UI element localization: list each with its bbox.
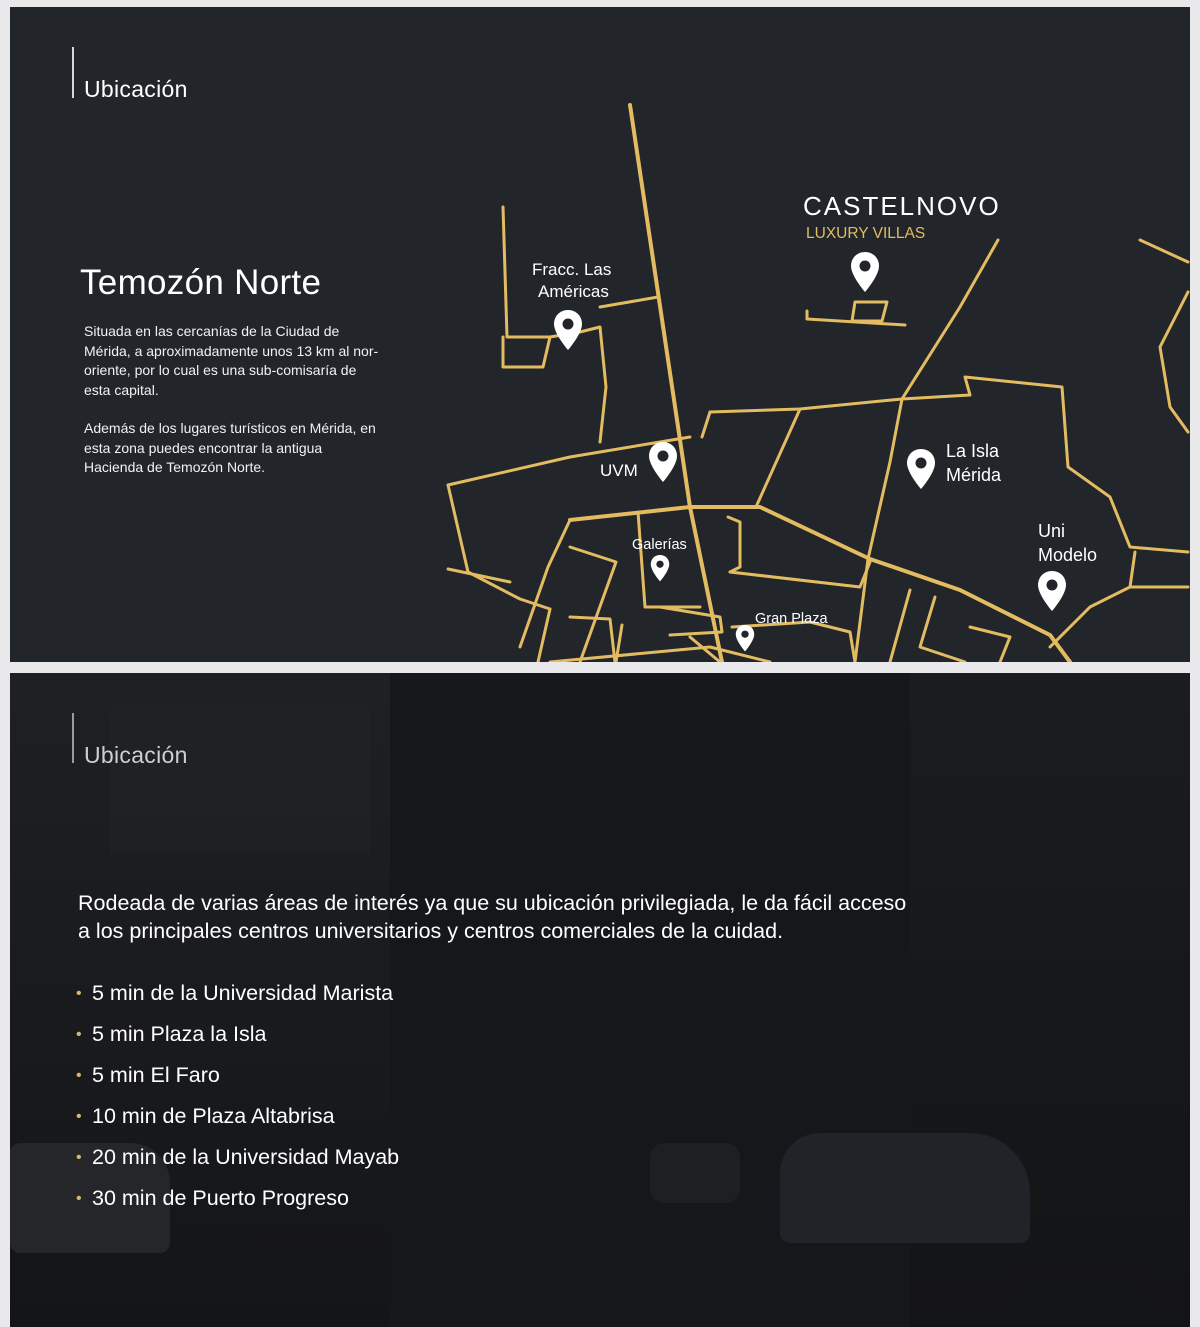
brand-subtitle: LUXURY VILLAS	[806, 225, 926, 242]
map-label-isla-2: Mérida	[946, 465, 1002, 485]
list-item	[72, 973, 399, 1014]
distance-list	[72, 973, 399, 1219]
slide-map	[10, 7, 1190, 662]
map-label-gran-plaza: Gran Plaza	[755, 611, 828, 627]
bullet-icon: •	[76, 1108, 82, 1125]
list-item-label: 5 min de la Universidad Marista	[92, 981, 394, 1005]
road	[448, 485, 550, 609]
list-item	[72, 1137, 399, 1178]
fracc-pin-icon[interactable]	[554, 310, 582, 350]
road	[728, 517, 740, 572]
map-label-uvm: UVM	[600, 461, 638, 480]
list-item-label: 5 min Plaza la Isla	[92, 1022, 267, 1046]
bullet-icon: •	[76, 1190, 82, 1207]
road	[702, 412, 710, 437]
uni-modelo-pin-icon[interactable]	[1038, 571, 1066, 611]
road	[1050, 552, 1135, 647]
road	[970, 627, 1010, 662]
road	[538, 609, 550, 662]
uvm-pin-icon[interactable]	[649, 442, 677, 482]
list-item	[72, 1014, 399, 1055]
list-item	[72, 1055, 399, 1096]
bullet-icon: •	[76, 1067, 82, 1084]
list-item-label: 20 min de la Universidad Mayab	[92, 1145, 400, 1169]
list-item-label: 10 min de Plaza Altabrisa	[92, 1104, 335, 1128]
bullet-icon: •	[76, 1149, 82, 1166]
road	[638, 512, 700, 607]
slide-amenities	[10, 673, 1190, 1327]
road	[855, 399, 902, 662]
map-label-fracc: Fracc. Las	[532, 260, 612, 279]
list-item	[72, 1178, 399, 1219]
road	[730, 562, 870, 587]
road	[890, 590, 910, 662]
section-title: Ubicación	[84, 76, 188, 102]
title-accent-bar	[72, 713, 74, 763]
castelnovo-pin-icon[interactable]	[851, 252, 879, 292]
list-item	[72, 1096, 399, 1137]
road	[570, 507, 1070, 662]
galerias-pin-icon[interactable]	[651, 555, 669, 581]
bullet-icon: •	[76, 1026, 82, 1043]
location-description: Situada en las cercanías de la Ciudad de Mérida, a aproximadamente unos 13 km al nor-oriente, por lo cual es una sub-comisaría de esta capital.	[84, 323, 379, 398]
location-heading: Temozón Norte	[80, 263, 322, 302]
road	[550, 327, 606, 442]
background-window	[110, 703, 370, 853]
road	[756, 409, 800, 507]
map-label-isla: La Isla	[946, 441, 1000, 461]
map-label-fracc-2: Américas	[538, 282, 609, 301]
location-description-2: Además de los lugares turísticos en Mérida, en esta zona puedes encontrar la antigua Hacienda de Temozón Norte.	[84, 420, 376, 475]
map-label-uni-modelo: Uni	[1038, 521, 1066, 541]
road	[920, 597, 965, 662]
intro-text: Rodeada de varias áreas de interés ya que su ubicación privilegiada, le da fácil acceso a los principales centros universitarios y centros comerciales de la cuidad.	[78, 891, 907, 943]
road	[902, 240, 998, 399]
list-item-label: 5 min El Faro	[92, 1063, 220, 1087]
background-car	[780, 1133, 1030, 1243]
location-map	[10, 7, 1190, 662]
section-title: Ubicación	[84, 742, 188, 768]
map-label-galerias: Galerías	[632, 537, 687, 553]
road	[852, 302, 887, 321]
road-network	[448, 105, 1188, 662]
map-label-uni-modelo-2: Modelo	[1038, 545, 1098, 565]
road	[1140, 240, 1188, 262]
list-item-label: 30 min de Puerto Progreso	[92, 1186, 349, 1210]
road	[807, 311, 905, 325]
road	[1160, 292, 1188, 432]
background-car	[650, 1143, 740, 1203]
brand-name: CASTELNOVO	[803, 191, 1001, 221]
road	[448, 569, 510, 582]
gran-plaza-pin-icon[interactable]	[736, 625, 754, 651]
isla-pin-icon[interactable]	[907, 449, 935, 489]
bullet-icon: •	[76, 985, 82, 1002]
road	[570, 547, 616, 662]
